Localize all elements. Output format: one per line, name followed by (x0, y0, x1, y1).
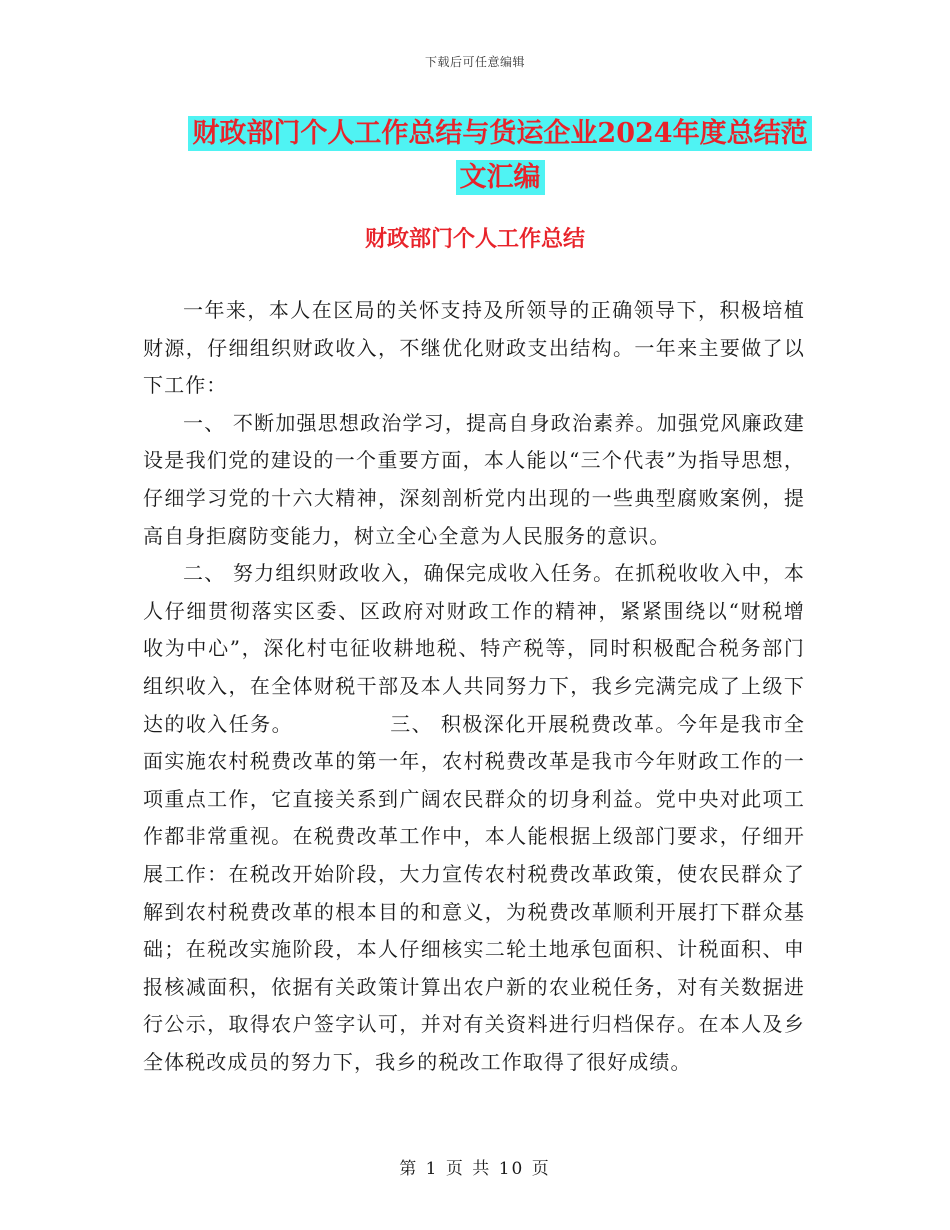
document-title (180, 112, 820, 200)
page-footer: 第 1 页 共 10 页 (399, 1159, 551, 1179)
section-title: 财政部门个人工作总结 (364, 226, 585, 252)
paragraph-item-1: 一、 不断加强思想政治学习，提高自身政治素养。加强党风廉政建设是我们党的建设的一个重要方面，本人能以“三个代表”为指导思想，仔细学习党的十六大精神，深刻剖析党内出现的一些典型腐败案例，提高自身拒腐防变能力，树立全心全意为人民服务的意识。 (143, 410, 805, 548)
paragraph-item-2-3: 二、 努力组织财政收入，确保完成收入任务。在抓税收收入中，本人仔细贯彻落实区委、区政府对财政工作的精神，紧紧围绕以“财税增收为中心”，深化村屯征收耕地税、特产税等，同时积极配合税务部门组织收入，在全体财税干部及本人共同努力下，我乡完满完成了上级下达的收入任务。 三、 积极深化开展税费改革。今年是我市全面实施农村税费改革的第一年，农村税费改革是我市今年财政工作的一项重点工作，它直接关系到广阔农民群众的切身利益。党中央对此项工作都非常重视。在税费改革工作中，本人能根据上级部门要求，仔细开展工作：在税改开始阶段，大力宣传农村税费改革政策，使农民群众了解到农村税费改革的根本目的和意义，为税费改革顺利开展打下群众基础；在税改实施阶段，本人仔细核实二轮土地承包面积、计税面积、申报核减面积，依据有关政策计算出农户新的农业税任务，对有关数据进行公示，取得农户签字认可，并对有关资料进行归档保存。在本人及乡全体税改成员的努力下，我乡的税改工作取得了很好成绩。 (143, 561, 805, 1074)
document-title-text: 财政部门个人工作总结与货运企业2024年度总结范文汇编 (188, 116, 811, 195)
paragraph-intro: 一年来，本人在区局的关怀支持及所领导的正确领导下，积极培植财源，仔细组织财政收入，不继优化财政支出结构。一年来主要做了以下工作： (143, 298, 805, 398)
header-note: 下载后可任意编辑 (424, 55, 525, 69)
document-body (143, 292, 805, 1081)
